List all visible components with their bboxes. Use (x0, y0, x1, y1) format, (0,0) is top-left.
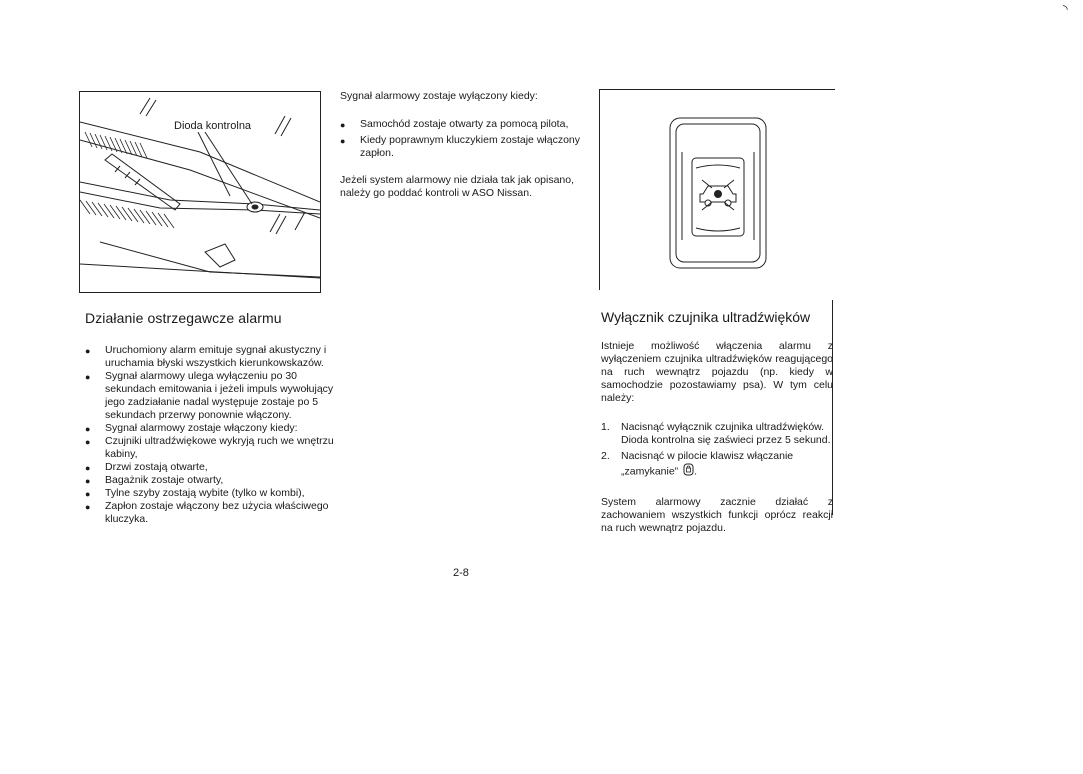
sensor-section (601, 340, 833, 551)
alarm-bullets (85, 344, 335, 526)
list-item: ● Drzwi zostają otwarte, (85, 461, 335, 474)
sensor-closing: System alarmowy zacznie działać z zachowaniem wszystkich funkcji oprócz reakcji na ruch wewnątrz pojazdu. (601, 496, 833, 534)
list-item: ● Sygnał alarmowy zostaje włączony kiedy: (85, 422, 335, 435)
alarm-off-section (340, 90, 590, 200)
remote-lock-icon (683, 463, 694, 480)
list-item: 2. Nacisnąć w pilocie klawisz włączanie „zamykanie” . (601, 450, 833, 480)
section-heading-sensor: Wyłącznik czujnika ultradźwięków (601, 309, 811, 325)
list-item: ● Sygnał alarmowy ulega wyłączeniu po 30 sekundach emitowania i jeżeli impuls wywołujący jego zadziałanie nadal występuje zostaje po 5 sekundach przerwy ponownie włączony. (85, 370, 335, 422)
page-number: 2-8 (453, 567, 469, 579)
step-text: Nacisnąć wyłącznik czujnika ultradźwięków. Dioda kontrolna się zaświeci przez 5 sekund. (621, 421, 831, 446)
corner-mark: ◝ (1063, 2, 1068, 16)
list-item: ● Kiedy poprawnym kluczykiem zostaje włączony zapłon. (340, 134, 590, 160)
alarm-off-bullets (340, 118, 590, 160)
step-number: 1. (601, 421, 610, 433)
list-item: ● Uruchomiony alarm emituje sygnał akustyczny i uruchamia błyski wszystkich kierunkowskazów. (85, 344, 335, 370)
list-item: ● Zapłon zostaje włączony bez użycia właściwego kluczyka. (85, 500, 335, 526)
section-heading-alarm: Działanie ostrzegawcze alarmu (85, 310, 282, 326)
step-text: Nacisnąć w pilocie klawisz włączanie „zamykanie” (621, 450, 794, 478)
list-item: ● Bagażnik zostaje otwarty, (85, 474, 335, 487)
list-item: ● Czujniki ultradźwiękowe wykryją ruch we wnętrzu kabiny, (85, 435, 335, 461)
sensor-switch-figure (599, 89, 835, 290)
figure-callout-label: Dioda kontrolna (174, 120, 252, 132)
list-item (601, 421, 833, 447)
service-note: Jeżeli system alarmowy nie działa tak jak opisano, należy go poddać kontroli w ASO Nissan. (340, 174, 575, 199)
list-item: ● Samochód zostaje otwarty za pomocą pilota, (340, 118, 590, 131)
sensor-steps (601, 421, 833, 480)
sensor-intro: Istnieje możliwość włączenia alarmu z wyłączeniem czujnika ultradźwięków reagującego na ruch wewnątrz pojazdu (np. kiedy w samochodzie pozostawiamy psa). W tym celu należy: (601, 340, 833, 404)
car-sensor-switch-icon (600, 90, 835, 290)
step-number: 2. (601, 450, 610, 462)
dashboard-indicator-figure (79, 91, 321, 293)
alarm-off-intro: Sygnał alarmowy zostaje wyłączony kiedy: (340, 90, 538, 102)
list-item: ● Tylne szyby zostają wybite (tylko w kombi), (85, 487, 335, 500)
